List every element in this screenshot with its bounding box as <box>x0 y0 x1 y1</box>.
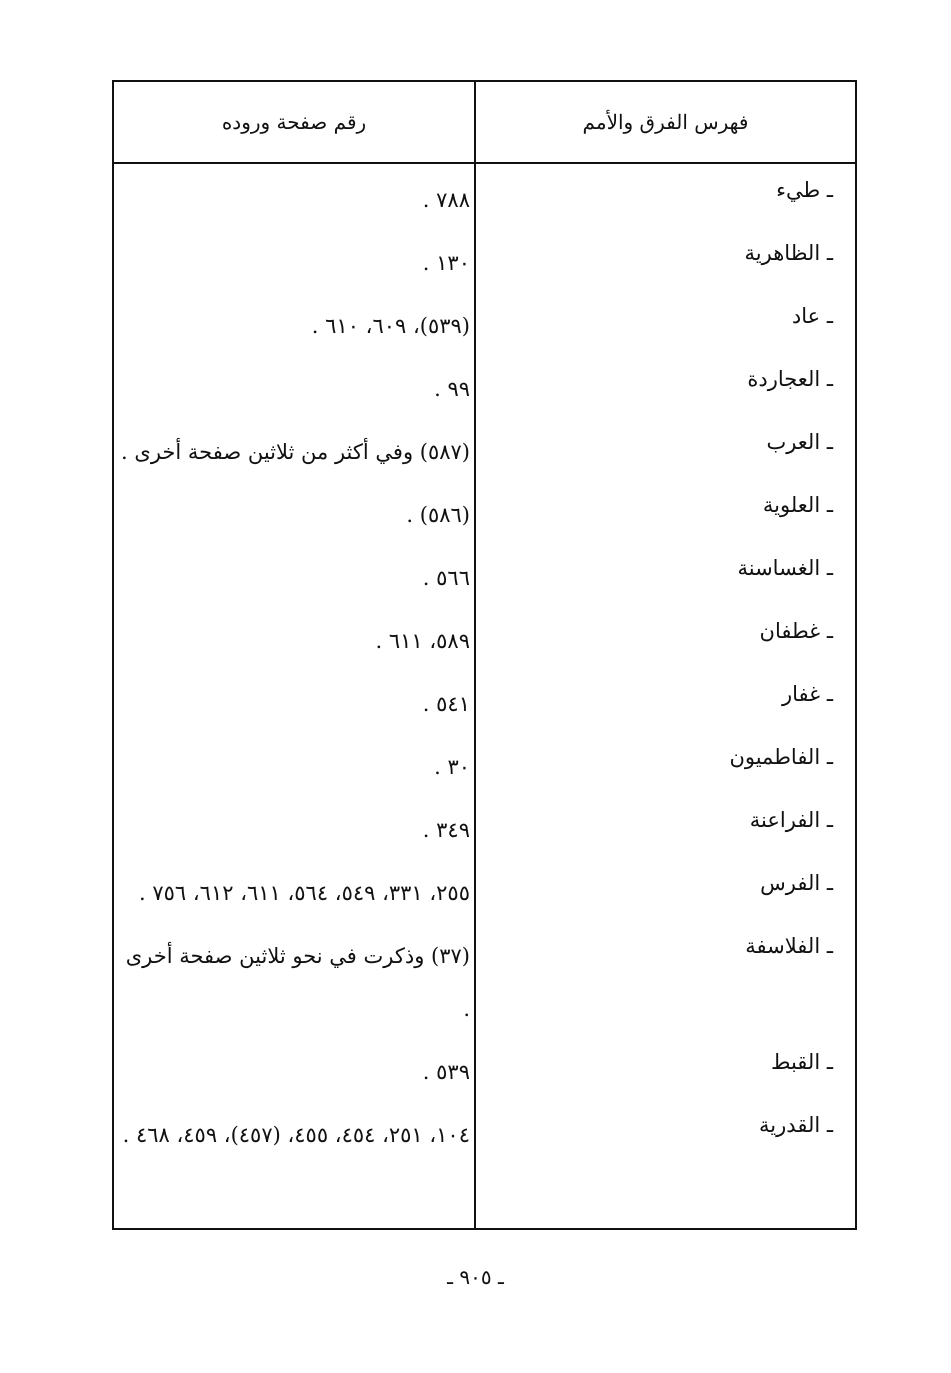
table-row <box>114 1036 855 1099</box>
page-references: ٧٨٨ . <box>422 188 470 212</box>
page-references: (٥٨٦) . <box>406 503 470 527</box>
page-references: ٥٣٩ . <box>422 1060 470 1084</box>
page-references: ٣٠ . <box>434 755 470 779</box>
table-row <box>114 479 855 542</box>
header-groups: فهرس الفرق والأمم <box>582 110 749 134</box>
table-row <box>114 416 855 479</box>
page-references: ١٠٤، ٢٥١، ٤٥٤، ٤٥٥، (٤٥٧)، ٤٥٩، ٤٦٨ . <box>122 1123 470 1147</box>
group-name: ـ العلوية <box>762 493 833 517</box>
group-name: ـ غطفان <box>759 619 833 643</box>
index-table <box>112 80 857 1230</box>
group-name: ـ القبط <box>771 1050 833 1074</box>
page-references: ٥٦٦ . <box>422 566 470 590</box>
table-row <box>114 353 855 416</box>
page-references: ٥٤١ . <box>422 692 470 716</box>
table-row <box>114 731 855 794</box>
group-name: ـ غفار <box>782 682 833 706</box>
group-name: ـ العجاردة <box>747 367 833 391</box>
page-references: ٣٤٩ . <box>422 818 470 842</box>
table-row <box>114 164 855 227</box>
table-row <box>114 668 855 731</box>
group-name: ـ عاد <box>791 304 833 328</box>
group-name: ـ القدرية <box>759 1113 833 1137</box>
header-pages: رقم صفحة وروده <box>221 110 367 134</box>
index-rows <box>114 164 855 1162</box>
page-references: ١٣٠ . <box>422 251 470 275</box>
page-references: ٢٥٥، ٣٣١، ٥٤٩، ٥٦٤، ٦١١، ٦١٢، ٧٥٦ . <box>139 881 470 905</box>
group-name: ـ الغساسنة <box>737 556 833 580</box>
table-row <box>114 857 855 920</box>
table-row <box>114 542 855 605</box>
page-number: ـ ٩٠٥ ـ <box>447 1265 504 1289</box>
table-row <box>114 290 855 353</box>
table-row <box>114 920 855 1036</box>
group-name: ـ الفرس <box>760 871 833 895</box>
group-name: ـ العرب <box>766 430 833 454</box>
group-name: ـ الظاهرية <box>744 241 833 265</box>
page-references: (٣٧) وذكرت في نحو ثلاثين صفحة أخرى . <box>125 944 470 1021</box>
group-name: ـ الفلاسفة <box>745 934 833 958</box>
page-references: (٥٨٧) وفي أكثر من ثلاثين صفحة أخرى . <box>121 440 470 464</box>
page-references: ٥٨٩، ٦١١ . <box>375 629 470 653</box>
table-row <box>114 605 855 668</box>
group-name: ـ الفراعنة <box>749 808 833 832</box>
table-row <box>114 227 855 290</box>
page-references: ٩٩ . <box>434 377 470 401</box>
table-row <box>114 1099 855 1162</box>
table-row <box>114 794 855 857</box>
group-name: ـ الفاطميون <box>729 745 833 769</box>
group-name: ـ طيء <box>776 178 833 202</box>
page-references: (٥٣٩)، ٦٠٩، ٦١٠ . <box>311 314 470 338</box>
